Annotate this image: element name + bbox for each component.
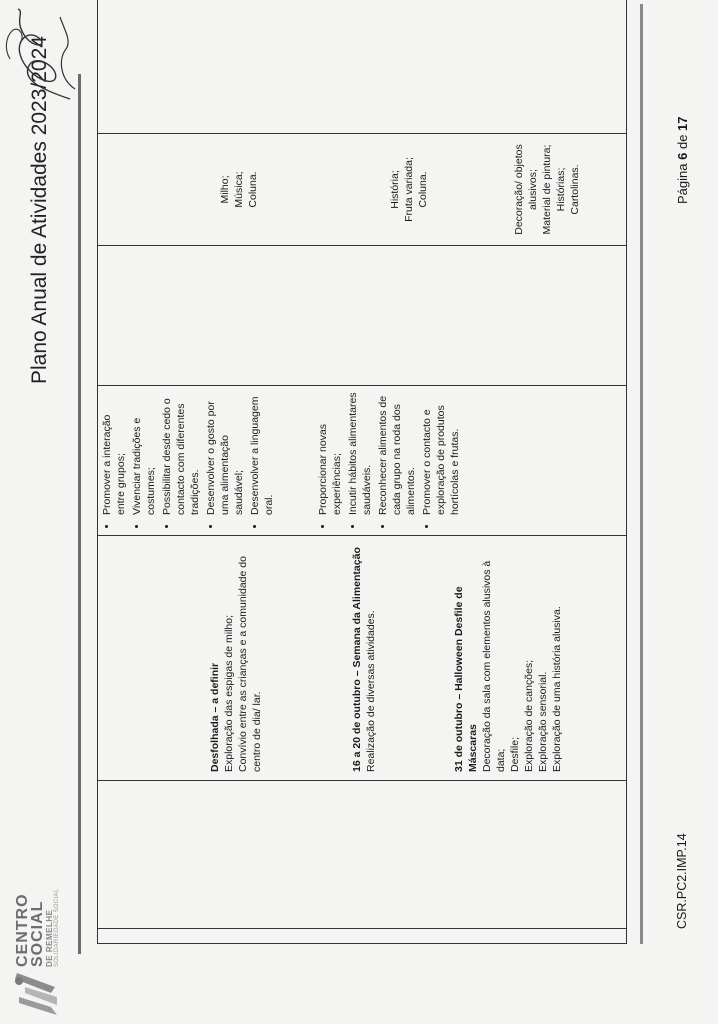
logo-wordmark [15, 889, 61, 967]
list-item: • Promover o contacto e exploração de produtos hortícolas e frutas. [420, 392, 462, 515]
table-cell-blank [98, 929, 627, 944]
activity-1 [208, 536, 264, 780]
activity-title: Desfolhada – a definir [209, 662, 221, 772]
resource-item: Cartolinas. [569, 164, 581, 215]
list-item: • Vivenciar tradições e costumes; [130, 392, 158, 515]
activity-title: 31 de outubro – Halloween Desfile de Máscaras [453, 586, 479, 772]
activity-title: 16 a 20 de outubro – Semana da Alimentação [351, 547, 363, 772]
resources-cell [98, 134, 627, 246]
page-of: de [675, 134, 690, 150]
activities-cell [98, 536, 627, 781]
objectives-2 [316, 386, 462, 535]
activity-line: Convívio entre as crianças e a comunidade do centro de dia/ lar. [237, 556, 263, 772]
resource-item: Histórias; [555, 167, 567, 212]
objectives-list [316, 392, 462, 529]
logo [11, 869, 69, 1019]
resources-2 [388, 134, 430, 245]
logo-line1: CENTRO [14, 893, 31, 967]
list-item: • Desenvolver o gosto por uma alimentação saudável; [204, 392, 246, 515]
activity-line: Desfile; [509, 736, 521, 772]
header-rule [78, 74, 81, 954]
resource-item: História; [389, 170, 401, 209]
page-current: 6 [675, 152, 690, 160]
objectives-cell [98, 386, 627, 536]
activity-2 [350, 536, 378, 780]
resource-item: Material de pintura; [541, 144, 553, 235]
logo-mark-icon [11, 971, 63, 1019]
table-row [98, 0, 627, 944]
table-cell-blank [98, 781, 627, 929]
logo-line3: DE REMELHE [45, 909, 54, 967]
activity-line: Exploração das espigas de milho; [223, 614, 235, 772]
logo-line2: SOCIAL [29, 900, 46, 967]
logo-tagline: SOLIDARIEDADE SOCIAL [54, 888, 60, 967]
list-item: • Promover a interação entre grupos; [100, 392, 128, 515]
list-item: • Reconhecer alimentos de cada grupo na roda dos alimentos. [376, 392, 418, 515]
document-title: Plano Anual de Atividades 2023/2024 [28, 36, 51, 384]
table-cell-blank [98, 246, 627, 386]
resources-1 [218, 134, 260, 245]
resource-item: Fruta variada; [403, 157, 415, 222]
resource-item: Coluna. [417, 171, 429, 208]
resources-3 [512, 134, 582, 245]
resource-item: Milho; [219, 175, 231, 204]
activity-line: Exploração de canções; [523, 659, 535, 772]
page-label: Página [675, 163, 690, 204]
resource-item: Música; [233, 171, 245, 208]
activity-line: Exploração de uma história alusiva. [551, 606, 563, 772]
page-number [675, 116, 690, 204]
list-item: • Possibilitar desde cedo o contacto com diferentes tradições. [160, 392, 202, 515]
objectives-1 [100, 386, 276, 535]
activity-3 [452, 536, 564, 780]
list-item: • Proporcionar novas experiências; [316, 392, 344, 515]
footer-rule [640, 4, 643, 944]
document-code: CSR.PC2.IMP.14 [675, 833, 689, 929]
activity-plan-table [97, 0, 627, 944]
activity-line: Exploração sensorial. [537, 671, 549, 772]
resource-item: Coluna. [247, 171, 259, 208]
table-cell-blank [98, 0, 627, 134]
page-total: 17 [675, 116, 690, 131]
list-item: • Desenvolver a linguagem oral. [248, 392, 276, 515]
activity-line: Decoração da sala com elementos alusivos à data; [481, 560, 507, 772]
resource-item: Decoração/ objetos alusivos; [513, 144, 539, 235]
objectives-list [100, 392, 276, 529]
activity-line: Realização de diversas atividades. [365, 610, 377, 772]
list-item: • Incutir hábitos alimentares saudáveis. [346, 392, 374, 515]
handwritten-signature-icon [0, 0, 80, 109]
